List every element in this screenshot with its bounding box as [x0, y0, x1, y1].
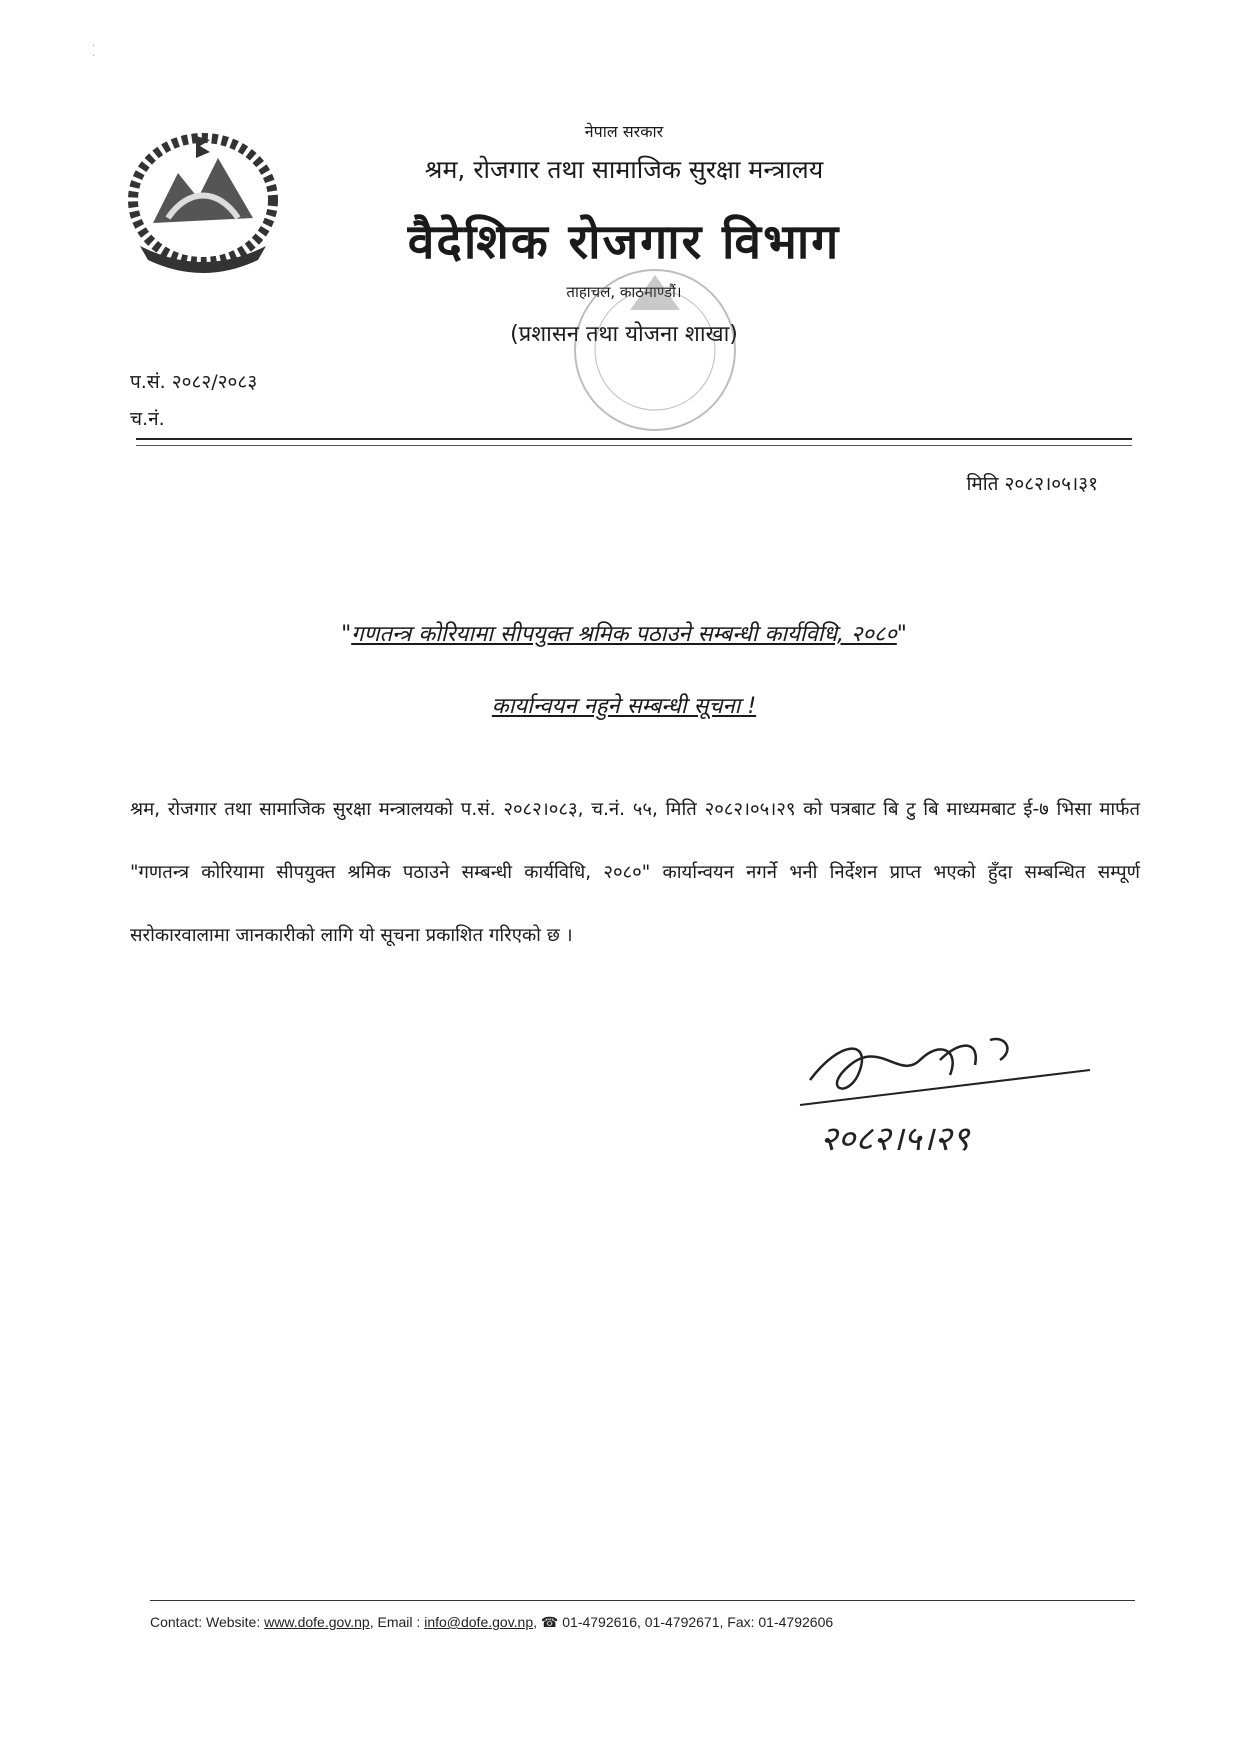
email-link[interactable]: info@dofe.gov.np	[424, 1614, 534, 1630]
email-label: , Email :	[369, 1614, 425, 1630]
signature-date: २०८२।५।२९	[820, 1119, 970, 1159]
notice-title-line1	[0, 618, 1248, 648]
telephone-icon: ☎	[540, 1614, 559, 1630]
ministry-name: श्रम, रोजगार तथा सामाजिक सुरक्षा मन्त्रालय	[424, 155, 824, 184]
scan-artifact: · ·	[92, 41, 96, 62]
notice-body	[130, 778, 1140, 967]
phone-numbers: 01-4792616, 01-4792671, Fax: 01-4792606	[558, 1614, 834, 1630]
separator: ,	[533, 1614, 541, 1630]
quote-open: "	[341, 622, 352, 647]
notice-date: मिति २०८२।०५।३१	[966, 473, 1098, 495]
header-divider-thin	[136, 445, 1132, 446]
contact-label: Contact: Website:	[150, 1614, 265, 1630]
footer-contact	[150, 1614, 833, 1631]
dispatch-number: च.नं.	[130, 408, 165, 430]
department-address: ताहाचल, काठमाण्डौं।	[566, 283, 682, 301]
title-text: गणतन्त्र कोरियामा सीपयुक्त श्रमिक पठाउने सम्बन्धी कार्यविधि, २०८०	[351, 622, 897, 647]
official-stamp-icon	[560, 250, 750, 450]
branch-name: (प्रशासन तथा योजना शाखा)	[510, 322, 738, 347]
signature-icon	[790, 1020, 1120, 1180]
footer-divider	[150, 1600, 1135, 1601]
website-link[interactable]: www.dofe.gov.np	[264, 1614, 370, 1630]
header-divider	[136, 438, 1132, 440]
quote-close: "	[896, 622, 907, 647]
reference-number: प.सं. २०८२/२०८३	[130, 371, 258, 393]
body-paragraph: श्रम, रोजगार तथा सामाजिक सुरक्षा मन्त्रालयको प.सं. २०८२।०८३, च.नं. ५५, मिति २०८२।०५।२९ को पत्रबाट बि टु बि माध्यमबाट ई-७ भिसा मार्फत "गणतन्त्र कोरियामा सीपयुक्त श्रमिक पठाउने सम्बन्धी कार्यविधि, २०८०" कार्यान्वयन नगर्ने भनी निर्देशन प्राप्त भएको हुँदा सम्बन्धित सम्पूर्ण सरोकारवालामा जानकारीको लागि यो सूचना प्रकाशित गरिएको छ ।	[130, 799, 1140, 946]
department-name: वैदेशिक रोजगार विभाग	[407, 214, 841, 270]
government-name: नेपाल सरकार	[584, 122, 664, 141]
notice-title-line2: कार्यान्वयन नहुने सम्बन्धी सूचना !	[491, 694, 757, 719]
